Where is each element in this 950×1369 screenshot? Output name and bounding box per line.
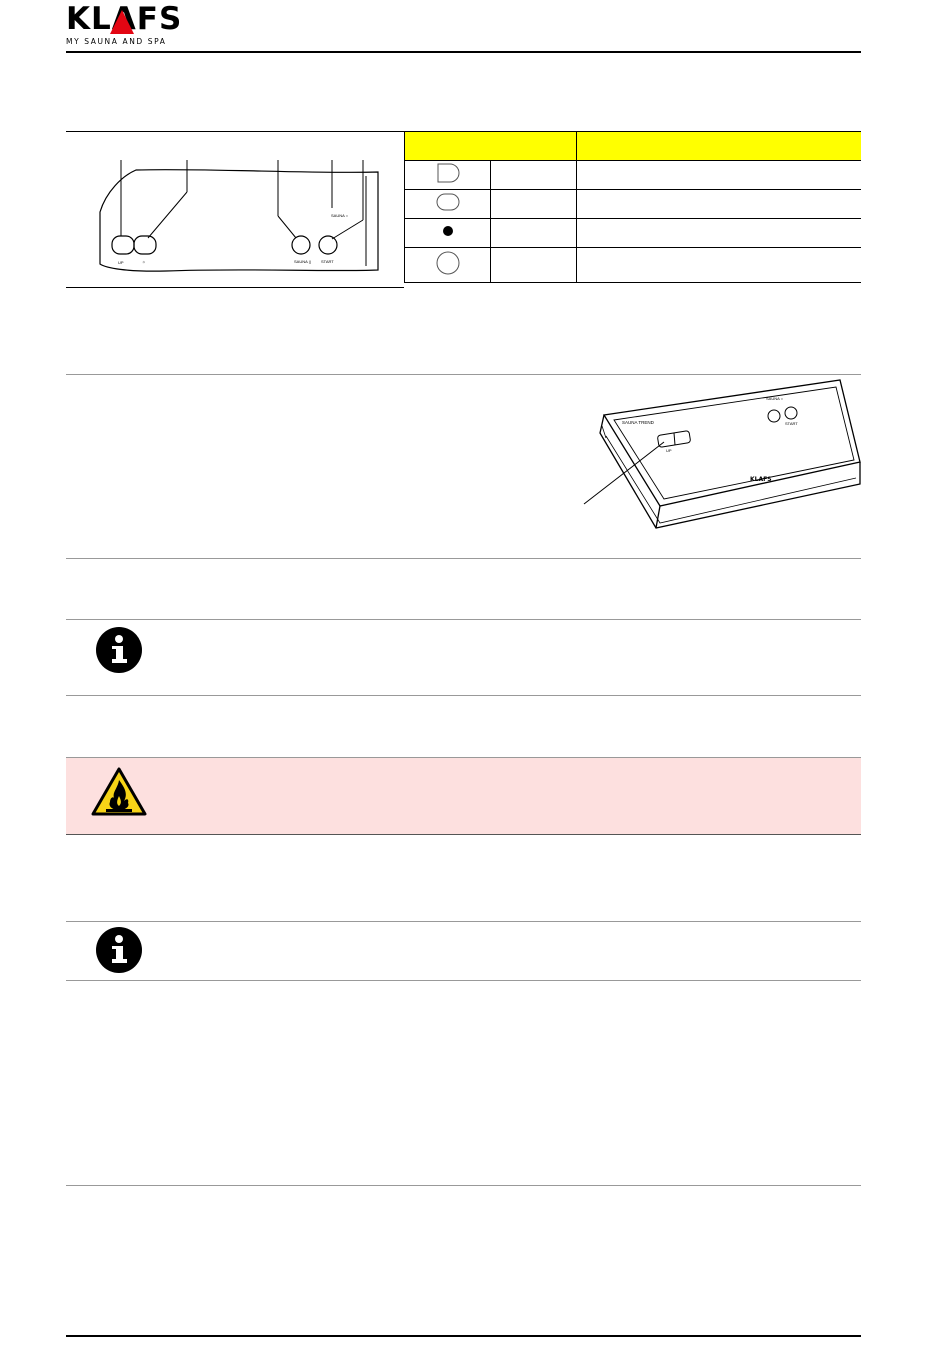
legend-row [405, 161, 862, 190]
device-up-label: UP [666, 448, 672, 453]
legend-text-cell [491, 219, 577, 248]
control-panel-figure [66, 131, 404, 288]
header-rule [66, 51, 861, 53]
start-button-icon [785, 407, 797, 419]
legend-symbol-cell [405, 190, 491, 219]
device-panel-label: SAUNA TREND [622, 420, 654, 425]
legend-desc-cell [577, 219, 862, 248]
rocker-key-left-icon [112, 236, 134, 254]
section-divider [66, 1185, 861, 1186]
legend-symbol-cell [405, 219, 491, 248]
control-panel-drawing [66, 132, 404, 287]
legend-symbol-cell [405, 161, 491, 190]
logo-wordmark: KLAFS [66, 1, 183, 37]
section-divider [66, 374, 861, 375]
device-sauna-label: SAUNA ○ [766, 396, 784, 401]
info-box-bottom-rule [66, 980, 861, 981]
sauna-button-icon [768, 410, 780, 422]
start-button-icon [319, 236, 337, 254]
legend-table [404, 131, 861, 283]
up-down-label: UP [118, 260, 124, 265]
info-icon [96, 627, 142, 673]
rocker-key-right-icon [134, 236, 156, 254]
section-divider [66, 558, 861, 559]
info-box-top-rule [66, 921, 861, 922]
fire-warning-icon [90, 766, 148, 818]
sauna-button-label: SAUNA || [294, 259, 311, 264]
sauna-indicator-label: SAUNA ○ [331, 213, 349, 218]
info-icon [96, 927, 142, 973]
device-brand-label: KLAFS [750, 476, 772, 483]
rocker-key-icon [435, 163, 461, 183]
legend-header-description [577, 132, 862, 161]
legend-desc-cell [577, 161, 862, 190]
info-box-top-rule [66, 619, 861, 620]
fire-warning-box [66, 757, 861, 835]
legend-text-cell [491, 190, 577, 219]
device-start-label: START [785, 421, 798, 426]
legend-header-symbol [405, 132, 577, 161]
footer-rule [66, 1335, 861, 1337]
legend-desc-cell [577, 248, 862, 283]
sauna-button-icon [292, 236, 310, 254]
legend-row [405, 248, 862, 283]
legend-text-cell [491, 161, 577, 190]
device-figure [578, 378, 861, 540]
logo-triangle-icon [110, 10, 134, 34]
oval-button-icon [435, 193, 461, 211]
light-label: ☼ [142, 259, 146, 264]
legend-row [405, 219, 862, 248]
legend-text-cell [491, 248, 577, 283]
indicator-dot-icon [441, 224, 455, 238]
logo-tagline: MY SAUNA AND SPA [66, 37, 167, 46]
start-label: START [321, 259, 334, 264]
legend-row [405, 190, 862, 219]
round-button-icon [435, 250, 461, 276]
legend-desc-cell [577, 190, 862, 219]
info-box-bottom-rule [66, 695, 861, 696]
legend-symbol-cell [405, 248, 491, 283]
device-drawing [578, 378, 861, 540]
legend-header-row [405, 132, 862, 161]
